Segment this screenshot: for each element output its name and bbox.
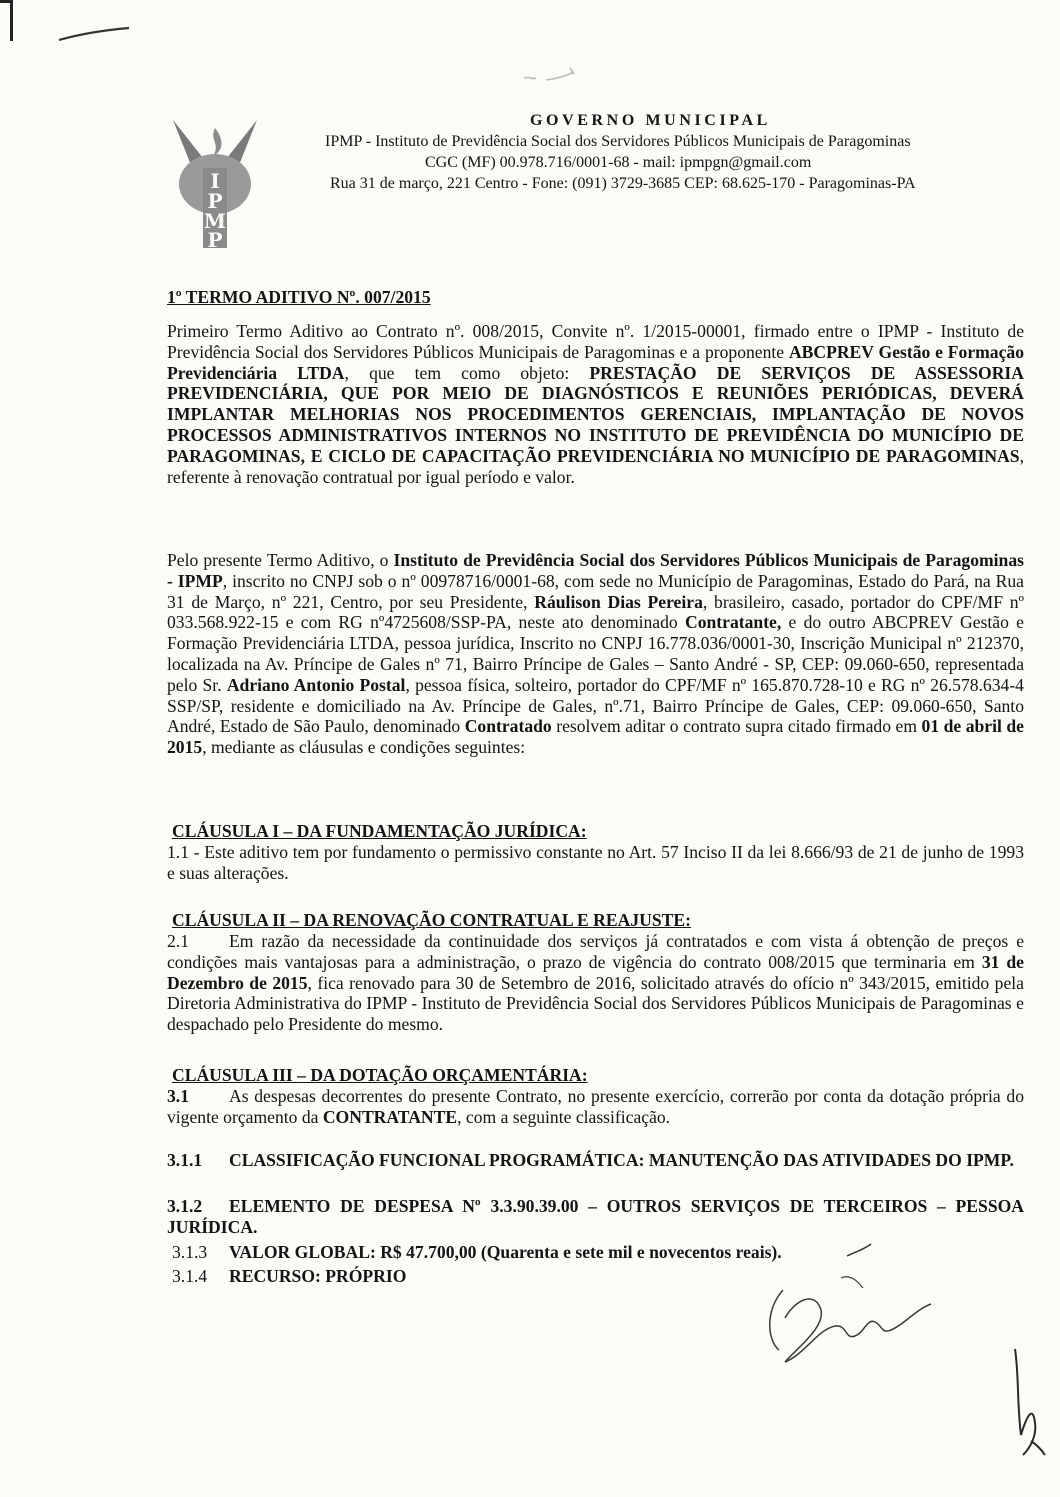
item-2-text: ELEMENTO DE DESPESA Nº 3.3.90.39.00 – OUTROS SERVIÇOS DE TERCEIROS – PESSOA JURÍDICA.: [167, 1196, 1024, 1237]
parties-contract-date: 01 de abril de 2015: [167, 716, 1024, 758]
clause-1-heading: CLÁUSULA I – DA FUNDAMENTAÇÃO JURÍDICA:: [172, 821, 587, 841]
clause-3-contratante: CONTRATANTE: [322, 1106, 458, 1127]
clause-2-text-2: , fica renovado para 30 de Setembro de 2016, solicitado através do ofício nº 343/2015, emitido pela Diretoria Administrativa do IPMP - Instituto de Previdência Social dos Servidores Públicos Municipais de Paragominas e despachado pelo Presidente do mesmo.: [167, 972, 1024, 1035]
pen-tick-mark: [845, 1240, 875, 1260]
item-3-number: 3.1.3: [172, 1242, 208, 1262]
item-1-text: CLASSIFICAÇÃO FUNCIONAL PROGRAMÁTICA: MANUTENÇÃO DAS ATIVIDADES DO IPMP.: [229, 1150, 1014, 1170]
parties-contratado-label: Contratado: [464, 716, 552, 737]
clause-1-text: 1.1 - Este aditivo tem por fundamento o permissivo constante no Art. 57 Inciso II da lei 8.666/93 de 21 de junho de 1993 e suas alterações.: [167, 842, 1024, 883]
parties-institute: Instituto de Previdência Social dos Servidores Públicos Municipais de Paragominas - IPMP: [167, 550, 1024, 591]
parties-text-4: e do outro ABCPREV Gestão e Formação Previdenciária LTDA, pessoa jurídica, Inscrito no CNPJ 16.778.036/0001-30, Inscrição Municipal nº 212370, localizada na Av. Príncipe de Gales nº 71, Bairro Príncipe de Gales – Santo André - SP, CEP: 09.060-650, representada pelo Sr.: [167, 612, 1024, 695]
parties-representative-name: Adriano Antonio Postal: [226, 674, 406, 695]
logo-letter-p2: P: [207, 228, 223, 250]
pen-stroke-mark: [55, 22, 135, 46]
intro-paragraph: [167, 321, 1024, 487]
item-4-number: 3.1.4: [172, 1266, 208, 1286]
clause-2-end-date: 31 de Dezembro de 2015: [167, 951, 1024, 993]
header-title: GOVERNO MUNICIPAL: [530, 112, 771, 129]
item-2-number: 3.1.2: [167, 1196, 203, 1216]
document-title: 1º TERMO ADITIVO Nº. 007/2015: [167, 287, 431, 307]
intro-text-3: , referente à renovação contratual por igual período e valor.: [167, 445, 1024, 487]
parties-text-3: , brasileiro, casado, portador do CPF/MF nº 033.568.922-15 e com RG nº4725608/SSP-PA, neste ato denominado: [167, 591, 1024, 633]
logo-letter-p1: P: [207, 189, 223, 213]
parties-president-name: Ráulison Dias Pereira: [534, 591, 703, 612]
ipmp-logo: [165, 110, 265, 250]
intro-text-2: , que tem como objeto:: [344, 362, 590, 383]
logo-letter-i: I: [210, 169, 220, 193]
parties-paragraph: [167, 550, 1024, 758]
parties-text-1: Pelo presente Termo Aditivo, o: [167, 550, 394, 570]
intro-text-1: Primeiro Termo Aditivo ao Contrato nº. 008/2015, Convite nº. 1/2015-00001, firmado entre o IPMP - Instituto de Previdência Social dos Servidores Públicos Municipais de Paragominas e a proponente: [167, 321, 1024, 362]
clause-3-text-1: As despesas decorrentes do presente Contrato, no presente exercício, correrão por conta da dotação própria do vigente orçamento da: [167, 1086, 1024, 1127]
parties-text-6: resolvem aditar o contrato supra citado firmado em: [551, 716, 922, 737]
clause-3-item-1: [167, 1150, 1024, 1171]
header-institute-name: IPMP - Instituto de Previdência Social dos Servidores Públicos Municipais de Paragominas: [325, 133, 911, 150]
parties-text-5: , pessoa física, solteiro, portador do CPF/MF nº 165.870.728-10 e RG nº 26.578.634-4 SSP/SP, residente e domiciliado na Av. Príncipe de Gales, nº.71, Bairro Príncipe de Gales, CEP: 09.060-650, Santo André, Estado de São Paulo, denominado: [167, 674, 1024, 737]
parties-text-2: , inscrito no CNPJ sob o nº 00978716/0001-68, com sede no Município de Paragominas, Estado do Pará, na Rua 31 de Março, nº 221, Centro, por seu Presidente,: [167, 570, 1024, 612]
clause-3-text-2: , com a seguinte classificação.: [457, 1106, 671, 1127]
faint-scribble-mark: [520, 62, 590, 86]
scan-corner-mark: [0, 0, 13, 41]
clause-3-item-3: [172, 1242, 1022, 1263]
logo-letter-m: M: [203, 209, 227, 233]
item-3-text: VALOR GLOBAL: R$ 47.700,00 (Quarenta e sete mil e novecentos reais).: [229, 1242, 782, 1262]
margin-initials: [1005, 1345, 1050, 1460]
header-cgc-email: CGC (MF) 00.978.716/0001-68 - mail: ipmpgn@gmail.com: [425, 154, 812, 171]
clause-2-text: [167, 931, 1024, 1035]
clause-3-number: 3.1: [167, 1086, 189, 1106]
parties-contratante-label: Contratante,: [685, 612, 782, 633]
clause-3-item-2: [167, 1196, 1024, 1238]
item-1-number: 3.1.1: [167, 1150, 203, 1170]
clause-3-heading: CLÁUSULA III – DA DOTAÇÃO ORÇAMENTÁRIA:: [172, 1065, 588, 1085]
intro-contract-object: PRESTAÇÃO DE SERVIÇOS DE ASSESSORIA PREVIDENCIÁRIA, QUE POR MEIO DE DIAGNÓSTICOS E REUNIÕES PERIÓDICAS, DEVERÁ IMPLANTAR MELHORIAS NOS PROCEDIMENTOS GERENCIAIS, IMPLANTAÇÃO DE NOVOS PROCESSOS ADMINISTRATIVOS INTERNOS NO INSTITUTO DE PREVIDÊNCIA DO MUNICÍPIO DE PARAGOMINAS, E CICLO DE CAPACITAÇÃO PREVIDENCIÁRIA NO MUNICÍPIO DE PARAGOMINAS: [167, 362, 1024, 466]
clause-2-text-1: Em razão da necessidade da continuidade dos serviços já contratados e com vista á obtenção de preços e condições mais vantajosas para a administração, o prazo de vigência do contrato 008/2015 que terminaria em: [167, 931, 1024, 972]
clause-2-heading: CLÁUSULA II – DA RENOVAÇÃO CONTRATUAL E REAJUSTE:: [172, 910, 691, 930]
clause-2-number: 2.1: [167, 931, 189, 951]
header-address: Rua 31 de março, 221 Centro - Fone: (091) 3729-3685 CEP: 68.625-170 - Paragominas-PA: [330, 175, 916, 192]
intro-company-name: ABCPREV Gestão e Formação Previdenciária LTDA: [167, 341, 1024, 383]
parties-text-7: , mediante as cláusulas e condições seguintes:: [202, 737, 526, 758]
clause-3-text: [167, 1086, 1024, 1128]
handwritten-signature: [755, 1270, 955, 1380]
item-4-text: RECURSO: PRÓPRIO: [229, 1266, 407, 1286]
